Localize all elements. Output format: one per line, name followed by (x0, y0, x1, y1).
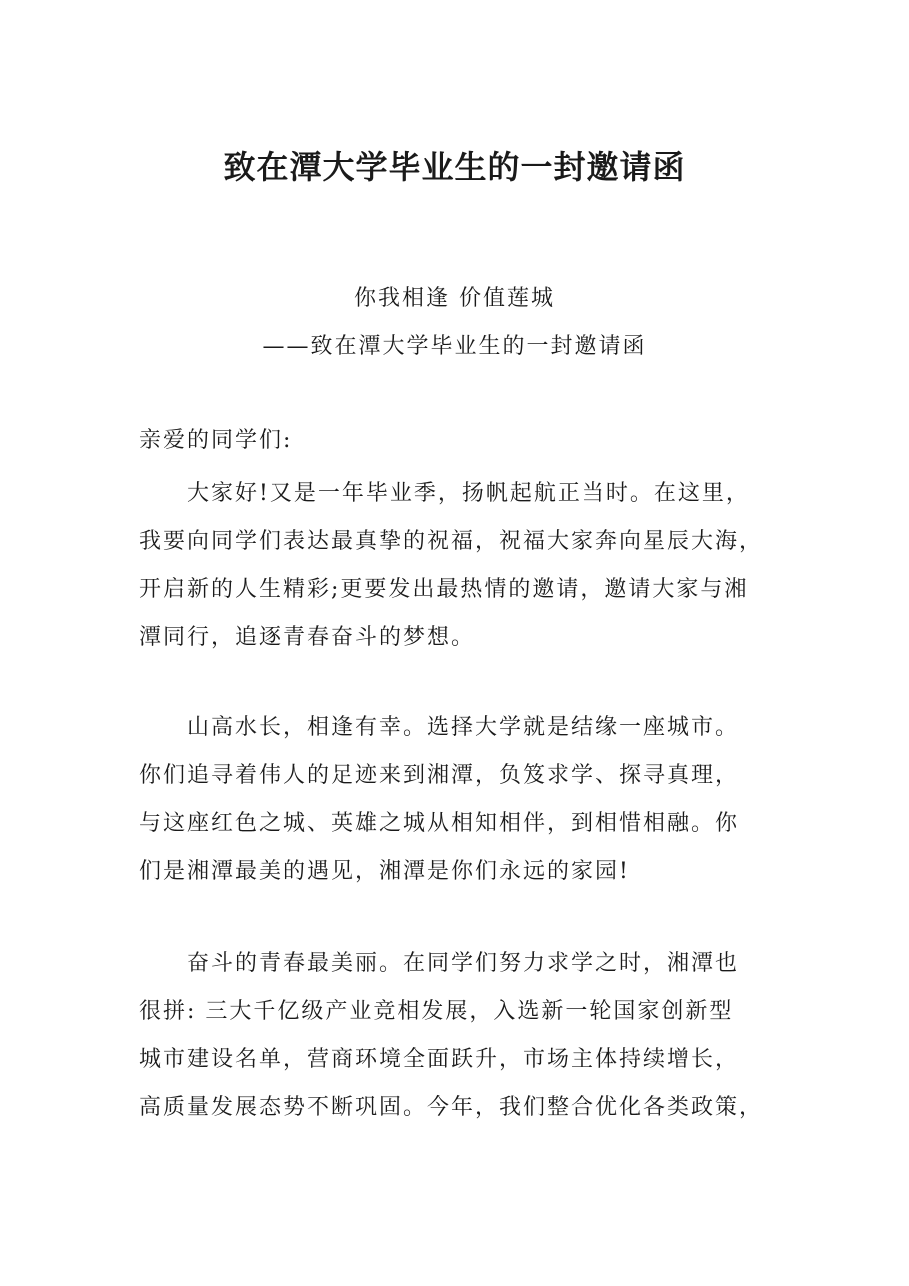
paragraph-line: 城市建设名单，营商环境全面跃升，市场主体持续增长， (139, 1047, 740, 1072)
paragraph-line: 很拼: 三大千亿级产业竞相发展，入选新一轮国家创新型 (139, 999, 734, 1024)
paragraph-line: 奋斗的青春最美丽。在同学们努力求学之时，湘潭也 (187, 951, 740, 976)
paragraph-2 (139, 704, 779, 896)
paragraph-line: 我要向同学们表达最真挚的祝福，祝福大家奔向星辰大海， (139, 529, 764, 554)
paragraph-line: 们是湘潭最美的遇见，湘潭是你们永远的家园! (139, 859, 630, 884)
subtitle-dedication: ——致在潭大学毕业生的一封邀请函 (262, 334, 647, 359)
paragraph-3 (139, 940, 779, 1132)
paragraph-line: 大家好!又是一年毕业季，扬帆起航正当时。在这里， (187, 481, 750, 506)
paragraph-line: 开启新的人生精彩;更要发出最热情的邀请，邀请大家与湘 (139, 577, 749, 602)
paragraph-1 (139, 470, 779, 662)
paragraph-line: 与这座红色之城、英雄之城从相知相伴，到相惜相融。你 (139, 811, 740, 836)
greeting: 亲爱的同学们: (139, 428, 293, 453)
paragraph-line: 你们追寻着伟人的足迹来到湘潭，负笈求学、探寻真理， (139, 763, 740, 788)
paragraph-line: 潭同行，追逐青春奋斗的梦想。 (139, 625, 476, 650)
subtitle-slogan: 你我相逢 价值莲城 (354, 286, 555, 311)
paragraph-line: 高质量发展态势不断巩固。今年，我们整合优化各类政策， (139, 1095, 764, 1120)
document-title: 致在潭大学毕业生的一封邀请函 (223, 148, 686, 186)
paragraph-line: 山高水长，相逢有幸。选择大学就是结缘一座城市。 (187, 715, 740, 740)
